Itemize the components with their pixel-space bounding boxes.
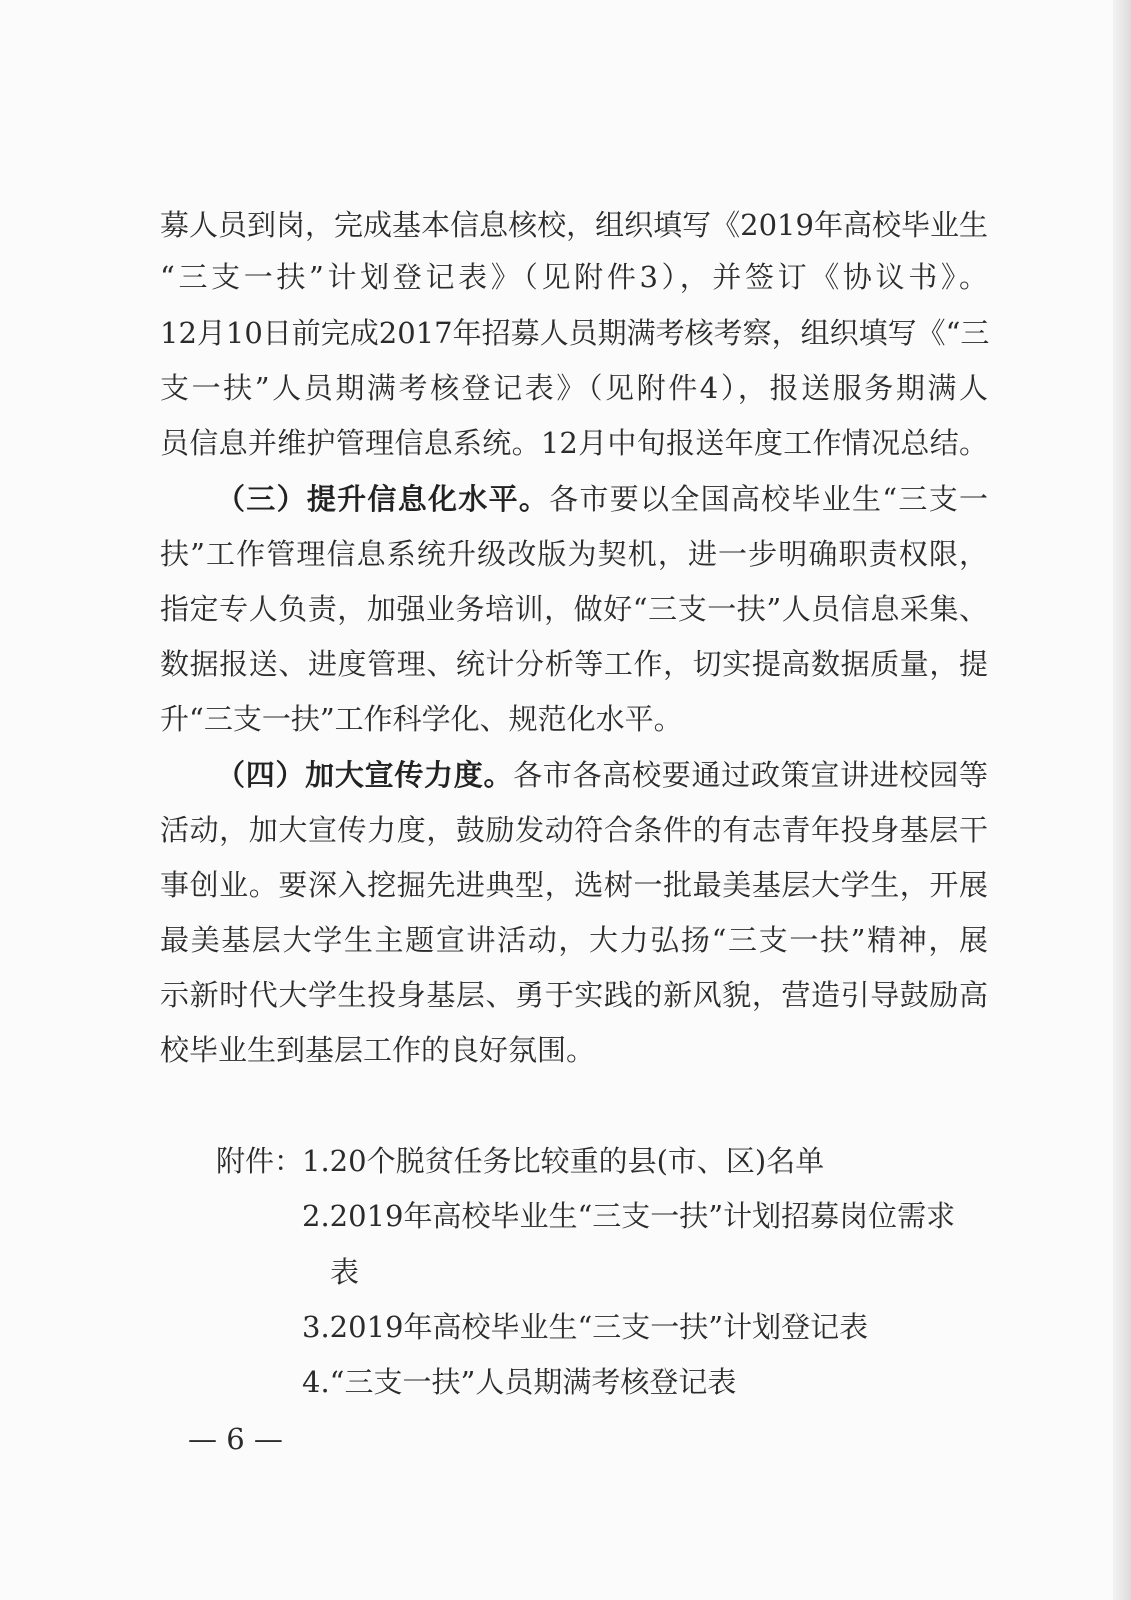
- section-3-heading: （三）提升信息化水平。: [216, 482, 550, 516]
- section-4-first-line: [216, 753, 988, 794]
- section-3-line-3: 指定专人负责，加强业务培训，做好“三支一扶”人员信息采集、: [160, 592, 988, 626]
- paragraph-1-line-4: 支一扶”人员期满考核登记表》（见附件4），报送服务期满人: [160, 371, 988, 405]
- section-3-line-5: 升“三支一扶”工作科学化、规范化水平。: [160, 702, 683, 736]
- attachment-item-1: 1.20个脱贫任务比较重的县(市、区)名单: [302, 1144, 825, 1178]
- section-3-line-4: 数据报送、进度管理、统计分析等工作，切实提高数据质量，提: [160, 647, 988, 681]
- section-3-first-line: [216, 477, 988, 518]
- attachment-item-3: 3.2019年高校毕业生“三支一扶”计划登记表: [302, 1310, 869, 1344]
- section-4-line-3: 事创业。要深入挖掘先进典型，选树一批最美基层大学生，开展: [160, 868, 988, 902]
- paragraph-1-line-5: 员信息并维护管理信息系统。12月中旬报送年度工作情况总结。: [160, 426, 988, 460]
- paragraph-1-line-1: 募人员到岗，完成基本信息核校，组织填写《2019年高校毕业生: [160, 208, 988, 242]
- section-4-first-line-rest: 各市各高校要通过政策宣讲进校园等: [513, 758, 988, 792]
- paragraph-1-line-3: 12月10日前完成2017年招募人员期满考核考察，组织填写《“三: [160, 316, 990, 350]
- page-number: — 6 —: [188, 1422, 283, 1456]
- section-4-line-5: 示新时代大学生投身基层、勇于实践的新风貌，营造引导鼓励高: [160, 978, 988, 1012]
- page-edge-shadow: [1113, 0, 1131, 1600]
- section-3-first-line-rest: 各市要以全国高校毕业生“三支一: [549, 482, 988, 516]
- attachments-label: 附件：: [216, 1144, 304, 1178]
- attachment-item-2: 2.2019年高校毕业生“三支一扶”计划招募岗位需求: [302, 1199, 956, 1233]
- section-4-heading: （四）加大宣传力度。: [216, 758, 514, 792]
- paragraph-1-line-2: “三支一扶”计划登记表》（见附件3），并签订《协议书》。: [160, 260, 988, 294]
- section-4-line-6: 校毕业生到基层工作的良好氛围。: [160, 1033, 596, 1067]
- section-4-line-4: 最美基层大学生主题宣讲活动，大力弘扬“三支一扶”精神，展: [160, 923, 988, 957]
- section-4-line-2: 活动，加大宣传力度，鼓励发动符合条件的有志青年投身基层干: [160, 813, 988, 847]
- attachment-item-2-continued: 表: [330, 1255, 360, 1289]
- section-3-line-2: 扶”工作管理信息系统升级改版为契机，进一步明确职责权限，: [160, 537, 988, 571]
- attachment-item-4: 4.“三支一扶”人员期满考核登记表: [302, 1365, 737, 1399]
